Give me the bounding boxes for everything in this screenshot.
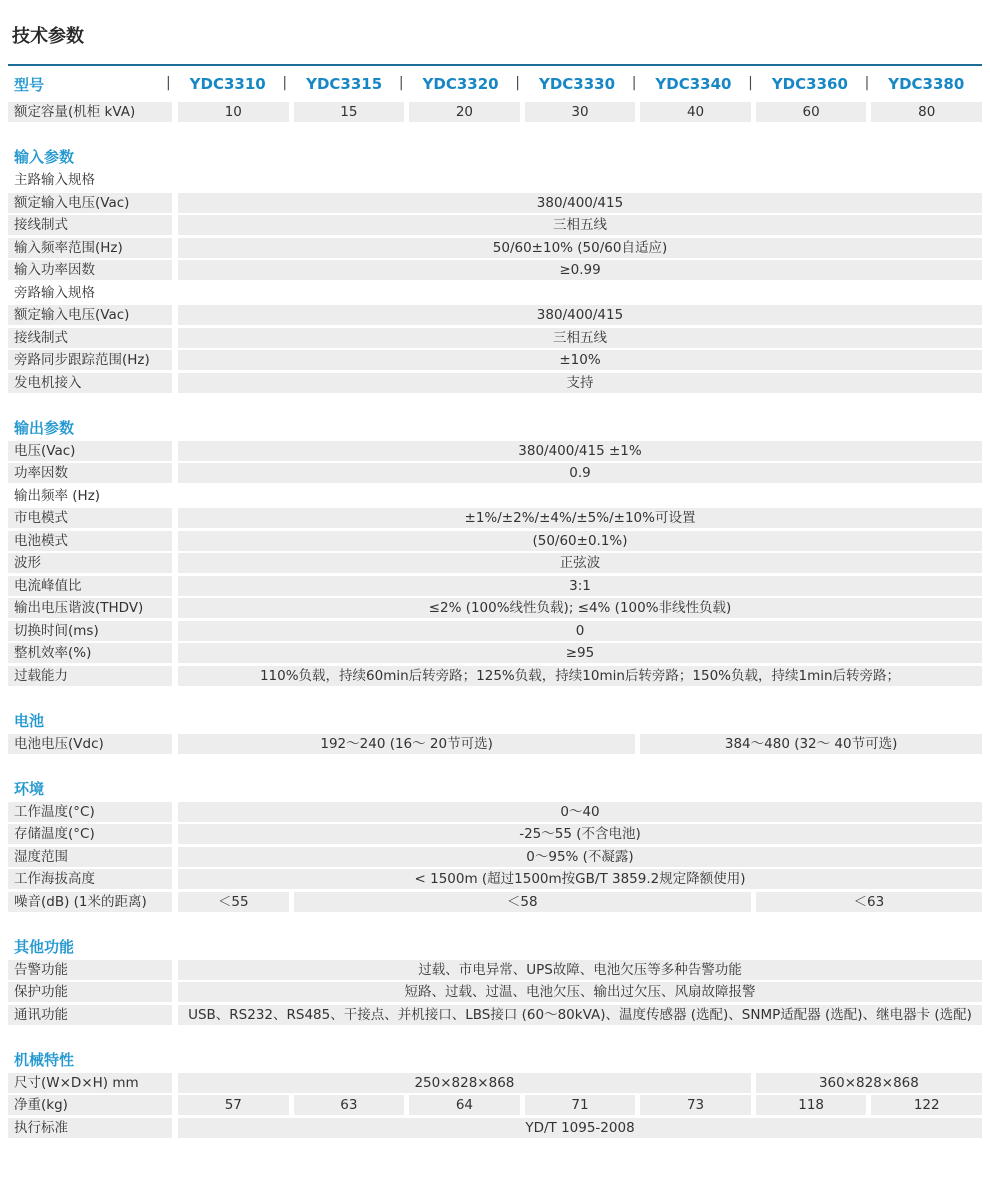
table-row bbox=[8, 531, 982, 551]
table-row bbox=[8, 734, 982, 754]
row-value: 380/400/415 bbox=[178, 193, 982, 213]
model-header-cell bbox=[398, 75, 516, 93]
table-row bbox=[8, 170, 982, 190]
row-label: 接线制式 bbox=[8, 215, 172, 235]
model-name: YDC3340 bbox=[655, 75, 732, 93]
table-row bbox=[8, 328, 982, 348]
row-label: 旁路同步跟踪范围(Hz) bbox=[8, 350, 172, 370]
model-header-cell bbox=[166, 75, 283, 93]
row-value: 正弦波 bbox=[178, 553, 982, 573]
row-value: 0～40 bbox=[178, 802, 982, 822]
row-value: 110%负载，持续60min后转旁路；125%负载，持续10min后转旁路；150%负载，持续1min后转旁路； bbox=[178, 666, 982, 686]
spec-table bbox=[8, 102, 982, 1138]
section-heading: 机械特性 bbox=[14, 1050, 75, 1069]
row-label: 工作温度(°C) bbox=[8, 802, 172, 822]
table-row bbox=[8, 1005, 982, 1025]
row-label: 噪音(dB) (1米的距离) bbox=[8, 892, 172, 912]
row-cell: 30 bbox=[525, 102, 636, 122]
table-row bbox=[8, 102, 982, 122]
row-value: -25～55 (不含电池) bbox=[178, 824, 982, 844]
row-cell: 192～240 (16～ 20节可选) bbox=[178, 734, 635, 754]
row-value: 0 bbox=[178, 621, 982, 641]
row-value: 3:1 bbox=[178, 576, 982, 596]
table-row bbox=[8, 350, 982, 370]
row-label: 过载能力 bbox=[8, 666, 172, 686]
column-separator: | bbox=[398, 75, 404, 91]
table-row bbox=[8, 283, 982, 303]
table-row bbox=[8, 463, 982, 483]
row-cell-grid bbox=[178, 734, 982, 754]
table-row bbox=[8, 486, 982, 506]
table-row bbox=[8, 824, 982, 844]
row-value: 50/60±10% (50/60自适应) bbox=[178, 238, 982, 258]
table-row bbox=[8, 441, 982, 461]
table-row bbox=[8, 802, 982, 822]
model-header-cell bbox=[748, 75, 865, 93]
table-row bbox=[8, 1073, 982, 1093]
row-value: ≥0.99 bbox=[178, 260, 982, 280]
table-header bbox=[8, 66, 982, 102]
row-cell: 71 bbox=[525, 1095, 636, 1115]
table-row bbox=[8, 215, 982, 235]
row-label: 波形 bbox=[8, 553, 172, 573]
row-label: 告警功能 bbox=[8, 960, 172, 980]
section-heading: 输出参数 bbox=[14, 418, 75, 437]
row-label: 输出频率 (Hz) bbox=[14, 487, 101, 504]
row-label: 执行标准 bbox=[8, 1118, 172, 1138]
row-cell-grid bbox=[178, 102, 982, 122]
row-cell: 63 bbox=[294, 1095, 405, 1115]
row-cell: 73 bbox=[640, 1095, 751, 1115]
row-cell-grid bbox=[178, 1095, 982, 1115]
table-row bbox=[8, 1095, 982, 1115]
row-cell: 10 bbox=[178, 102, 289, 122]
model-header-cell bbox=[631, 75, 749, 93]
row-value: 0～95% (不凝露) bbox=[178, 847, 982, 867]
row-value: USB、RS232、RS485、干接点、并机接口、LBS接口 (60～80kVA)、温度传感器 (选配)、SNMP适配器 (选配)、继电器卡 (选配) bbox=[178, 1005, 982, 1025]
row-cell: 250×828×868 bbox=[178, 1073, 751, 1093]
row-value: 0.9 bbox=[178, 463, 982, 483]
row-value: 三相五线 bbox=[178, 215, 982, 235]
row-label: 输入功率因数 bbox=[8, 260, 172, 280]
row-label: 电压(Vac) bbox=[8, 441, 172, 461]
row-label: 通讯功能 bbox=[8, 1005, 172, 1025]
row-value: 支持 bbox=[178, 373, 982, 393]
row-label: 额定容量(机柜 kVA) bbox=[8, 102, 172, 122]
table-row bbox=[8, 598, 982, 618]
table-row bbox=[8, 666, 982, 686]
row-label: 切换时间(ms) bbox=[8, 621, 172, 641]
row-label: 发电机接入 bbox=[8, 373, 172, 393]
table-row bbox=[8, 869, 982, 889]
row-value: 380/400/415 ±1% bbox=[178, 441, 982, 461]
row-label: 尺寸(W×D×H) mm bbox=[8, 1073, 172, 1093]
model-column-label: 型号 bbox=[14, 75, 45, 94]
row-label: 湿度范围 bbox=[8, 847, 172, 867]
row-cell: 15 bbox=[294, 102, 405, 122]
row-label: 市电模式 bbox=[8, 508, 172, 528]
row-value: ≥95 bbox=[178, 643, 982, 663]
row-value: (50/60±0.1%) bbox=[178, 531, 982, 551]
row-label: 整机效率(%) bbox=[8, 643, 172, 663]
row-label: 接线制式 bbox=[8, 328, 172, 348]
row-label: 额定输入电压(Vac) bbox=[8, 193, 172, 213]
row-label: 净重(kg) bbox=[8, 1095, 172, 1115]
row-label: 电池模式 bbox=[8, 531, 172, 551]
model-name: YDC3320 bbox=[422, 75, 499, 93]
table-row bbox=[8, 238, 982, 258]
row-cell: 118 bbox=[756, 1095, 867, 1115]
model-name: YDC3330 bbox=[538, 75, 616, 93]
row-label: 额定输入电压(Vac) bbox=[8, 305, 172, 325]
section-heading: 电池 bbox=[14, 711, 45, 730]
column-separator: | bbox=[166, 75, 171, 91]
row-value: < 1500m (超过1500m按GB/T 3859.2规定降额使用) bbox=[178, 869, 982, 889]
table-row bbox=[8, 508, 982, 528]
row-label: 输出电压谐波(THDV) bbox=[8, 598, 172, 618]
row-cell: ＜63 bbox=[756, 892, 982, 912]
row-cell-grid bbox=[178, 1073, 982, 1093]
table-row bbox=[8, 305, 982, 325]
row-label: 输入频率范围(Hz) bbox=[8, 238, 172, 258]
row-cell: ＜58 bbox=[294, 892, 751, 912]
table-row bbox=[8, 576, 982, 596]
model-name: YDC3310 bbox=[189, 75, 266, 93]
row-value: ≤2% (100%线性负载); ≤4% (100%非线性负载) bbox=[178, 598, 982, 618]
model-name: YDC3380 bbox=[888, 75, 965, 93]
page-title: 技术参数 bbox=[12, 26, 84, 47]
table-row bbox=[8, 982, 982, 1002]
row-value: 380/400/415 bbox=[178, 305, 982, 325]
row-value: ±10% bbox=[178, 350, 982, 370]
section-heading: 输入参数 bbox=[14, 148, 75, 166]
model-header-cell bbox=[282, 75, 399, 93]
row-label: 存储温度(°C) bbox=[8, 824, 172, 844]
model-name: YDC3315 bbox=[306, 75, 383, 93]
row-cell: ＜55 bbox=[178, 892, 289, 912]
row-label: 保护功能 bbox=[8, 982, 172, 1002]
table-row bbox=[8, 847, 982, 867]
section-heading: 环境 bbox=[14, 779, 45, 798]
row-label: 旁路输入规格 bbox=[14, 284, 95, 301]
spec-sheet bbox=[0, 22, 990, 1166]
table-row bbox=[8, 553, 982, 573]
table-row bbox=[8, 373, 982, 393]
table-row bbox=[8, 643, 982, 663]
row-value: 短路、过载、过温、电池欠压、输出过欠压、风扇故障报警 bbox=[178, 982, 982, 1002]
table-row bbox=[8, 193, 982, 213]
model-name: YDC3360 bbox=[771, 75, 848, 93]
row-cell: 122 bbox=[871, 1095, 982, 1115]
row-label: 电池电压(Vdc) bbox=[8, 734, 172, 754]
row-cell: 60 bbox=[756, 102, 867, 122]
table-row bbox=[8, 892, 982, 912]
model-header-cell bbox=[515, 75, 632, 93]
row-label: 工作海拔高度 bbox=[8, 869, 172, 889]
row-value: 过载、市电异常、UPS故障、电池欠压等多种告警功能 bbox=[178, 960, 982, 980]
table-row bbox=[8, 621, 982, 641]
row-cell: 384～480 (32～ 40节可选) bbox=[640, 734, 982, 754]
column-separator: | bbox=[282, 75, 288, 91]
row-label: 电流峰值比 bbox=[8, 576, 172, 596]
table-row bbox=[8, 960, 982, 980]
model-header-cell bbox=[864, 75, 982, 93]
row-value: 三相五线 bbox=[178, 328, 982, 348]
column-separator: | bbox=[631, 75, 637, 91]
row-cell-grid bbox=[178, 892, 982, 912]
table-row bbox=[8, 260, 982, 280]
column-separator: | bbox=[864, 75, 870, 91]
row-label: 功率因数 bbox=[8, 463, 172, 483]
table-row bbox=[8, 1118, 982, 1138]
row-cell: 360×828×868 bbox=[756, 1073, 982, 1093]
section-heading: 其他功能 bbox=[14, 937, 75, 956]
row-cell: 80 bbox=[871, 102, 982, 122]
row-cell: 40 bbox=[640, 102, 751, 122]
row-value: YD/T 1095-2008 bbox=[178, 1118, 982, 1138]
row-label: 主路输入规格 bbox=[14, 172, 95, 188]
row-cell: 57 bbox=[178, 1095, 289, 1115]
row-cell: 20 bbox=[409, 102, 520, 122]
row-cell: 64 bbox=[409, 1095, 520, 1115]
column-separator: | bbox=[748, 75, 753, 91]
model-header-grid bbox=[166, 75, 982, 93]
column-separator: | bbox=[515, 75, 520, 91]
row-value: ±1%/±2%/±4%/±5%/±10%可设置 bbox=[178, 508, 982, 528]
